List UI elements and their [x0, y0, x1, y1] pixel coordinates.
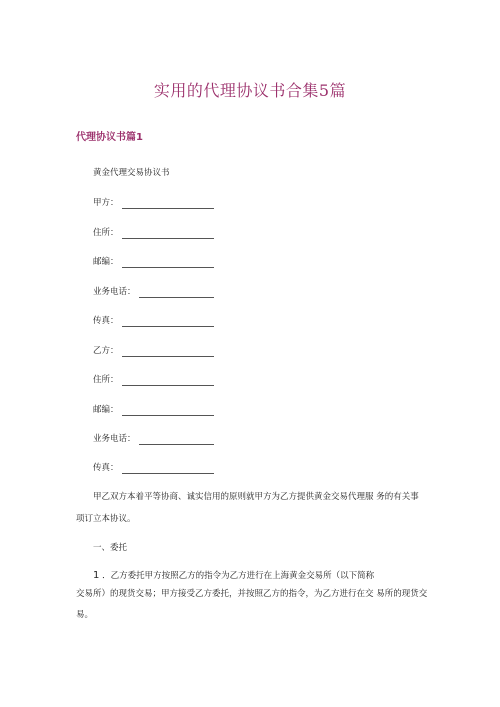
field-party-b	[93, 345, 119, 357]
field-postcode-a	[93, 256, 119, 268]
blank-line	[122, 385, 214, 386]
field-address-a	[93, 227, 119, 239]
field-phone-b	[93, 433, 136, 445]
clause-item-line	[93, 570, 374, 582]
clause-item-line: 交易所）的现货交易；甲方接受乙方委托，并按照乙方的指令，为乙方进行在交 易所的现货交	[76, 589, 428, 599]
field-label: 传真：	[93, 316, 119, 326]
blank-line	[122, 208, 214, 209]
blank-line	[122, 473, 214, 474]
field-fax-a	[93, 315, 119, 327]
item-text: ．乙方委托甲方按照乙方的指令为乙方进行在上海黄金交易所（以下简称	[102, 571, 375, 581]
contract-title: 黄金代理交易协议书	[93, 168, 170, 178]
field-postcode-b	[93, 404, 119, 416]
field-label: 甲方：	[93, 198, 119, 208]
intro-paragraph-line: 项订立本协议。	[76, 514, 136, 524]
blank-line	[139, 297, 214, 298]
field-label: 业务电话：	[93, 287, 136, 297]
field-fax-b	[93, 462, 119, 474]
blank-line	[122, 415, 214, 416]
blank-line	[122, 267, 214, 268]
blank-line	[139, 444, 214, 445]
field-label: 业务电话：	[93, 434, 136, 444]
item-number: 1	[93, 570, 100, 581]
section-heading: 代理协议书篇1	[76, 132, 143, 143]
field-phone-a	[93, 286, 136, 298]
field-label: 邮编：	[93, 257, 119, 267]
field-label: 乙方：	[93, 346, 119, 356]
blank-line	[122, 356, 214, 357]
blank-line	[122, 238, 214, 239]
clause-heading: 一、委托	[93, 543, 128, 553]
clause-item-line: 易。	[76, 610, 94, 620]
field-label: 住所：	[93, 228, 119, 238]
intro-paragraph-line: 甲乙双方本着平等协商、诚实信用的原则就甲方为乙方提供黄金交易代理服 务的有关事	[93, 492, 419, 502]
blank-line	[122, 326, 214, 327]
document-title: 实用的代理协议书合集5篇	[153, 81, 347, 100]
field-address-b	[93, 374, 119, 386]
field-party-a	[93, 197, 119, 209]
field-label: 传真：	[93, 463, 119, 473]
field-label: 住所：	[93, 375, 119, 385]
field-label: 邮编：	[93, 405, 119, 415]
